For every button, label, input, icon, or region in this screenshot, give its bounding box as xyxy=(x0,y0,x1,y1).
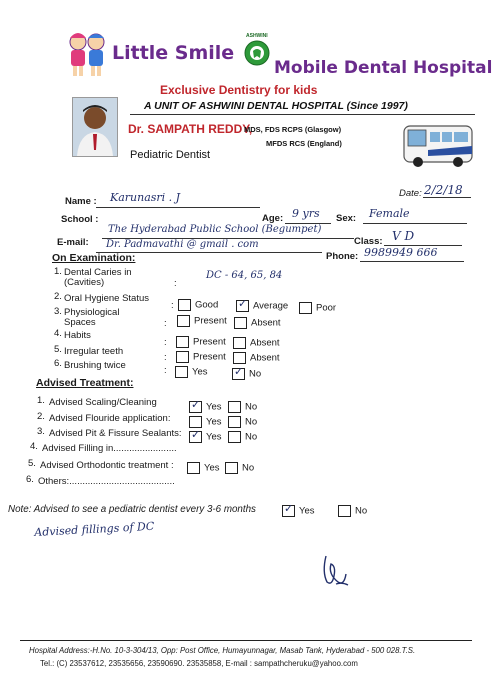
exam-colon-1: : xyxy=(174,278,177,289)
unit-line: A UNIT OF ASHWINI DENTAL HOSPITAL (Since 1997) xyxy=(144,100,408,112)
exam-num-4: 4. xyxy=(54,328,62,339)
logo-right-text: Mobile Dental Hospital xyxy=(274,58,493,78)
header-divider xyxy=(130,114,475,115)
sex-label: Sex: xyxy=(336,213,357,224)
note-text: Note: Advised to see a pediatric dentist every 3-6 months xyxy=(8,504,256,515)
sealants-yes-checkbox[interactable] xyxy=(189,431,202,443)
irregular-present-checkbox[interactable] xyxy=(176,351,189,363)
brushing-yes-checkbox[interactable] xyxy=(175,366,188,378)
treat-num-6: 6. xyxy=(26,474,34,485)
oral-good-option[interactable]: Good xyxy=(178,299,218,311)
sex-underline xyxy=(363,223,467,224)
handwritten-note: Advised fillings of DC xyxy=(34,519,155,539)
ortho-yes-checkbox[interactable] xyxy=(187,462,200,474)
bus-icon xyxy=(402,120,474,172)
exam-num-2: 2. xyxy=(54,291,62,302)
date-value: 2/2/18 xyxy=(424,183,463,197)
exam-colon-5: : xyxy=(164,352,167,363)
ortho-no-option[interactable]: No xyxy=(225,462,254,474)
signature xyxy=(318,552,352,588)
exam-label-4: Habits xyxy=(64,330,91,341)
irregular-absent-option[interactable]: Absent xyxy=(233,352,280,364)
habits-present-option[interactable]: Present xyxy=(176,336,226,348)
name-label: Name : xyxy=(65,196,97,207)
note-yes-option[interactable]: ✓ Yes xyxy=(282,505,315,517)
spaces-absent-checkbox[interactable] xyxy=(234,317,247,329)
doctor-photo xyxy=(72,97,118,157)
treatment-heading: Advised Treatment: xyxy=(36,377,134,389)
footer-address: Hospital Address:-H.No. 10-3-304/13, Opp: Post Office, Humayunnagar, Masab Tank, Hyderabad - 500 028.T.S. xyxy=(29,646,416,655)
habits-absent-checkbox[interactable] xyxy=(233,337,246,349)
note-no-checkbox[interactable] xyxy=(338,505,351,517)
treat-label-2: Advised Flouride application: xyxy=(49,413,171,424)
fluoride-no-option[interactable]: No xyxy=(228,416,257,428)
exam-label-3: Physiological Spaces xyxy=(64,307,120,328)
phone-underline xyxy=(360,261,464,262)
oral-good-checkbox[interactable] xyxy=(178,299,191,311)
treat-num-2: 2. xyxy=(37,411,45,422)
exam-label-6: Brushing twice xyxy=(64,360,126,371)
irregular-present-option[interactable]: Present xyxy=(176,351,226,363)
treat-num-5: 5. xyxy=(28,458,36,469)
scaling-no-checkbox[interactable] xyxy=(228,401,241,413)
kids-logo-icon xyxy=(62,28,112,78)
exam-label-1: Dental Caries in (Cavities) xyxy=(64,267,132,288)
doctor-role: Pediatric Dentist xyxy=(130,149,211,161)
treat-num-4: 4. xyxy=(30,441,38,452)
exam-colon-2: : xyxy=(171,300,174,311)
logo-left-text: Little Smile xyxy=(112,42,235,64)
spaces-present-option[interactable]: Present xyxy=(177,315,227,327)
treat-label-4: Advised Filling in........................ xyxy=(42,443,177,454)
exam-num-1: 1. xyxy=(54,266,62,277)
brushing-no-option[interactable]: ✓ No xyxy=(232,368,261,380)
date-label: Date: xyxy=(399,188,422,199)
exam-num-3: 3. xyxy=(54,306,62,317)
phone-label: Phone: xyxy=(326,251,359,262)
oral-poor-option[interactable]: Poor xyxy=(299,302,336,314)
email-label: E-mail: xyxy=(57,237,89,248)
class-label: Class: xyxy=(354,236,383,247)
fluoride-yes-checkbox[interactable] xyxy=(189,416,202,428)
sealants-yes-option[interactable]: ✓ Yes xyxy=(189,431,222,443)
scaling-yes-checkbox[interactable] xyxy=(189,401,202,413)
name-value: Karunasri . J xyxy=(110,191,181,204)
oral-average-checkbox[interactable] xyxy=(236,300,249,312)
exam-heading: On Examination: xyxy=(52,252,136,264)
exam-colon-3: : xyxy=(164,318,167,329)
habits-present-checkbox[interactable] xyxy=(176,336,189,348)
exam-label-2: Oral Hygiene Status xyxy=(64,293,150,304)
treat-label-1: Advised Scaling/Cleaning xyxy=(49,397,157,408)
fluoride-yes-option[interactable]: Yes xyxy=(189,416,222,428)
sealants-no-checkbox[interactable] xyxy=(228,431,241,443)
treat-label-3: Advised Pit & Fissure Sealants: xyxy=(49,428,182,439)
exam-label-5: Irregular teeth xyxy=(64,346,124,357)
age-value: 9 yrs xyxy=(292,207,320,220)
exam-colon-4: : xyxy=(164,337,167,348)
sex-value: Female xyxy=(369,207,410,220)
date-underline xyxy=(423,197,471,198)
school-label: School : xyxy=(61,214,99,225)
footer-divider xyxy=(20,640,472,641)
ashwini-emblem-icon xyxy=(244,33,270,66)
doctor-name: Dr. SAMPATH REDDY, xyxy=(128,122,253,136)
irregular-absent-checkbox[interactable] xyxy=(233,352,246,364)
spaces-absent-option[interactable]: Absent xyxy=(234,317,281,329)
oral-average-option[interactable]: ✓ Average xyxy=(236,300,288,312)
exam-num-5: 5. xyxy=(54,344,62,355)
spaces-present-checkbox[interactable] xyxy=(177,315,190,327)
sealants-no-option[interactable]: No xyxy=(228,431,257,443)
ortho-no-checkbox[interactable] xyxy=(225,462,238,474)
brushing-no-checkbox[interactable] xyxy=(232,368,245,380)
scaling-no-option[interactable]: No xyxy=(228,401,257,413)
note-no-option[interactable]: No xyxy=(338,505,367,517)
exam-num-6: 6. xyxy=(54,358,62,369)
doctor-qual-2: MFDS RCS (England) xyxy=(266,139,342,148)
scaling-yes-option[interactable]: ✓ Yes xyxy=(189,401,222,413)
oral-poor-checkbox[interactable] xyxy=(299,302,312,314)
doctor-qual-1: MDS, FDS RCPS (Glasgow) xyxy=(244,125,342,134)
exam-colon-6: : xyxy=(164,365,167,376)
treat-label-5: Advised Orthodontic treatment : xyxy=(40,460,174,471)
school-value: The Hyderabad Public School (Begumpet) xyxy=(108,224,322,235)
emblem-text: ASHWINI xyxy=(246,33,268,39)
footer-contact: Tel.: (C) 23537612, 23535656, 23590690. 23535858, E-mail : sampathcheruku@yahoo.com xyxy=(40,659,358,668)
name-underline xyxy=(96,207,260,208)
note-yes-checkbox[interactable] xyxy=(282,505,295,517)
class-value: V D xyxy=(392,229,415,243)
habits-absent-option[interactable]: Absent xyxy=(233,337,280,349)
treat-label-6: Others:........................................ xyxy=(38,476,175,487)
age-label: Age: xyxy=(262,213,284,224)
tagline: Exclusive Dentistry for kids xyxy=(160,83,318,97)
brushing-yes-option[interactable]: Yes xyxy=(175,366,208,378)
phone-value: 9989949 666 xyxy=(364,246,438,259)
treat-num-3: 3. xyxy=(37,426,45,437)
caries-value: DC - 64, 65, 84 xyxy=(206,270,283,281)
ortho-yes-option[interactable]: Yes xyxy=(187,462,220,474)
treat-num-1: 1. xyxy=(37,395,45,406)
email-value: Dr. Padmavathi @ gmail . com xyxy=(106,239,259,250)
fluoride-no-checkbox[interactable] xyxy=(228,416,241,428)
